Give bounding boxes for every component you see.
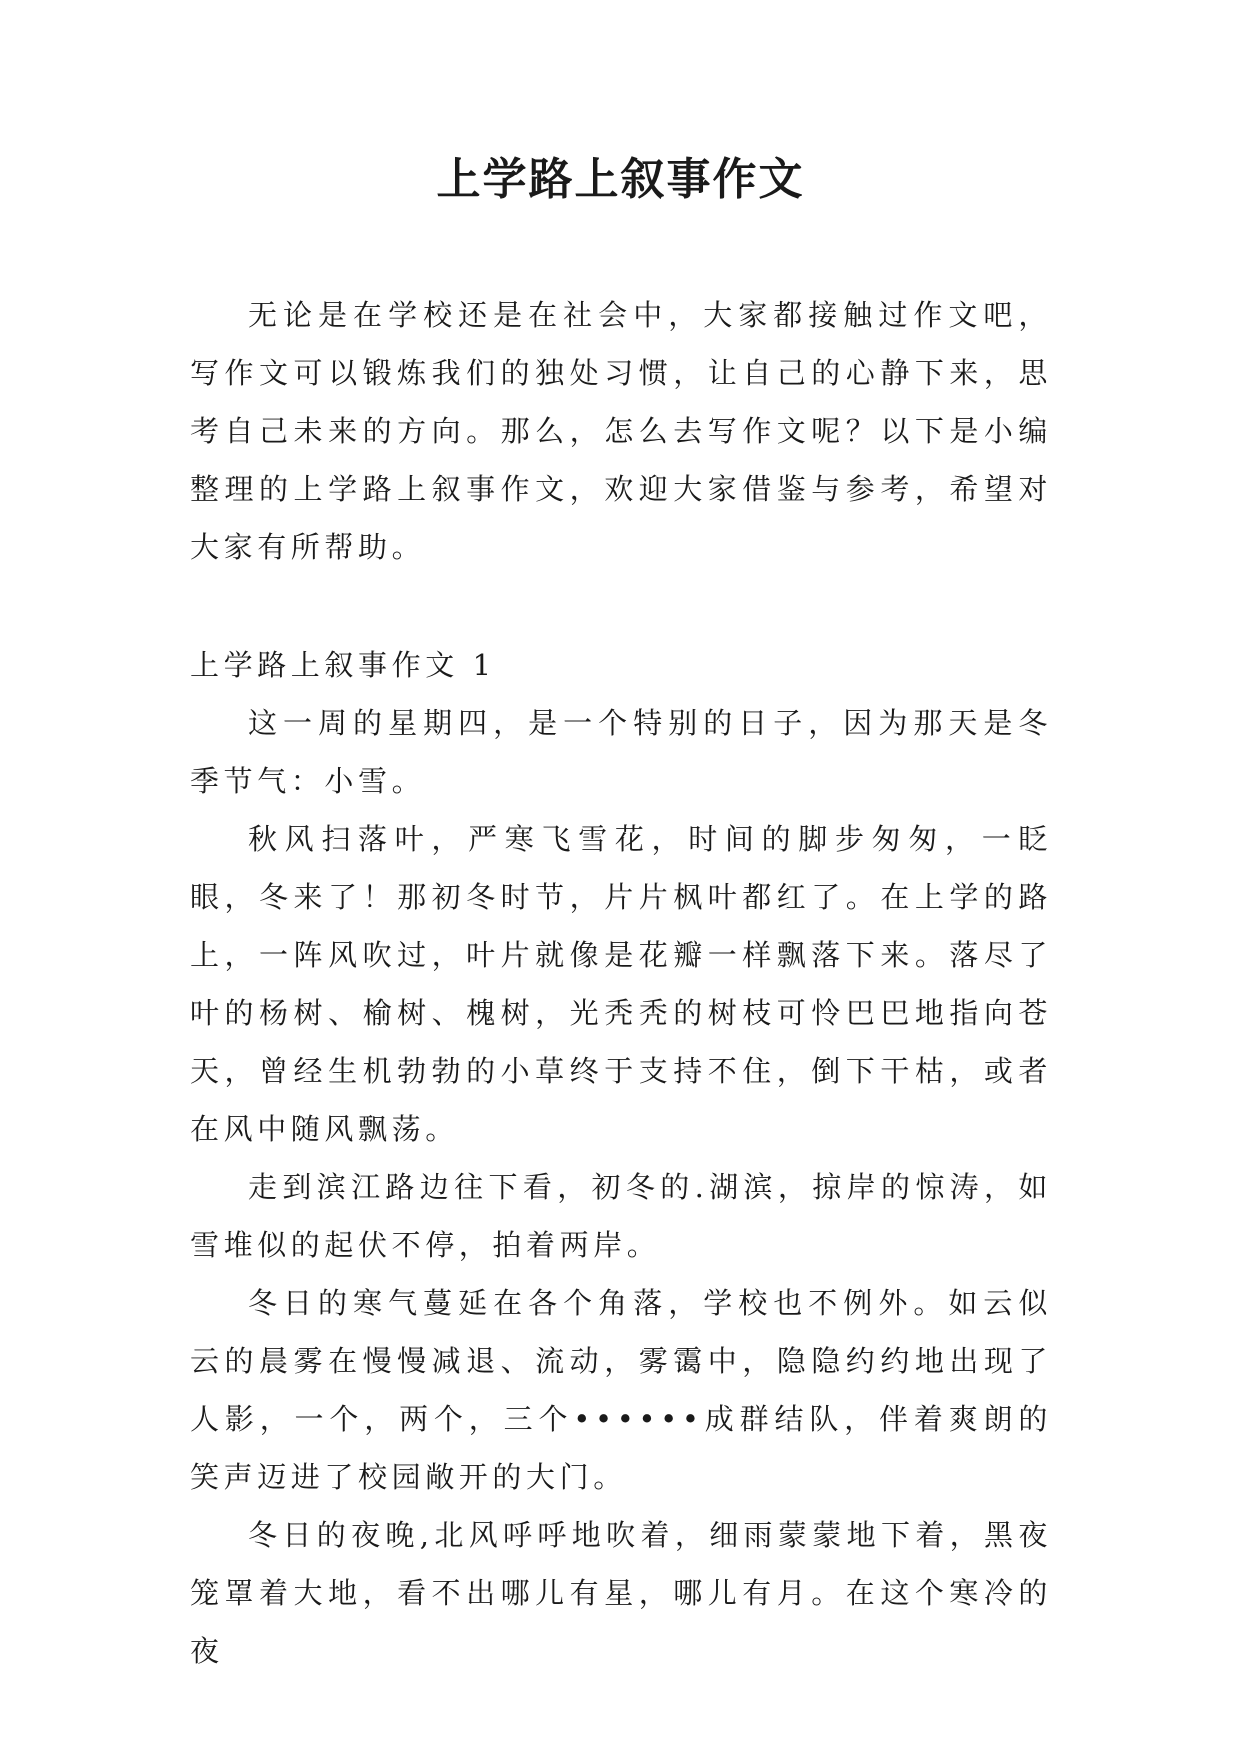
- body-paragraph: 冬日的寒气蔓延在各个角落，学校也不例外。如云似云的晨雾在慢慢减退、流动，雾霭中，隐隐约约地出现了人影，一个，两个，三个••••••成群结队，伴着爽朗的笑声迈进了校园敞开的大门。: [190, 1286, 1052, 1494]
- document-title: 上学路上叙事作文: [436, 154, 805, 205]
- intro-paragraph: 无论是在学校还是在社会中，大家都接触过作文吧，写作文可以锻炼我们的独处习惯，让自己的心静下来，思考自己未来的方向。那么，怎么去写作文呢？以下是小编整理的上学路上叙事作文，欢迎大家借鉴与参考，希望对大家有所帮助。: [190, 298, 1052, 564]
- body-paragraph: 走到滨江路边往下看，初冬的.湖滨，掠岸的惊涛，如雪堆似的起伏不停，拍着两岸。: [190, 1170, 1052, 1262]
- section-heading: 上学路上叙事作文 1: [190, 648, 496, 682]
- body-paragraph: 秋风扫落叶，严寒飞雪花，时间的脚步匆匆，一眨眼，冬来了！那初冬时节，片片枫叶都红了。在上学的路上，一阵风吹过，叶片就像是花瓣一样飘落下来。落尽了叶的杨树、榆树、槐树，光秃秃的树枝可怜巴巴地指向苍天，曾经生机勃勃的小草终于支持不住，倒下干枯，或者在风中随风飘荡。: [190, 822, 1052, 1146]
- document-body: [190, 286, 1052, 1680]
- body-paragraph: 冬日的夜晚,北风呼呼地吹着，细雨蒙蒙地下着，黑夜笼罩着大地，看不出哪儿有星，哪儿有月。在这个寒冷的夜: [190, 1518, 1052, 1668]
- body-paragraph: 这一周的星期四，是一个特别的日子，因为那天是冬季节气：小雪。: [190, 706, 1052, 798]
